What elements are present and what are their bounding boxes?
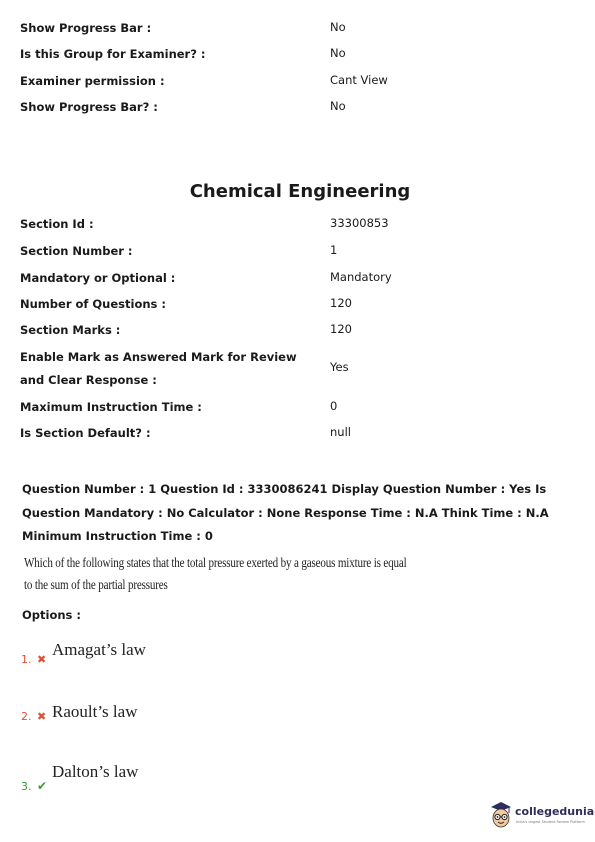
field-label: Show Progress Bar? : bbox=[20, 100, 158, 114]
field-value: 33300853 bbox=[330, 216, 389, 230]
cross-icon: ✖ bbox=[37, 653, 47, 666]
field-value: No bbox=[330, 99, 346, 113]
field-value: No bbox=[330, 46, 346, 60]
field-row-section-marks bbox=[20, 319, 580, 342]
field-value: Mandatory bbox=[330, 270, 392, 284]
field-label: Show Progress Bar : bbox=[20, 21, 152, 35]
field-row-number-of-questions bbox=[20, 293, 580, 316]
field-row-section-default bbox=[20, 422, 580, 445]
field-label: Number of Questions : bbox=[20, 297, 166, 311]
field-label: Section Number : bbox=[20, 244, 133, 258]
field-row-show-progress-bar bbox=[20, 17, 580, 40]
field-value: 1 bbox=[330, 243, 338, 257]
field-value: Cant View bbox=[330, 73, 388, 87]
section-title: Chemical Engineering bbox=[189, 181, 411, 202]
question-text: Which of the following states that the total pressure exerted by a gaseous mixture is equal to the sum of the partial pressures bbox=[24, 555, 407, 592]
field-label: Section Marks : bbox=[20, 323, 121, 337]
field-row-mandatory-optional bbox=[20, 267, 580, 290]
field-label: Is Section Default? : bbox=[20, 426, 151, 440]
brand-tagline: India's largest Student Review Platform bbox=[516, 820, 585, 824]
field-row-section-id bbox=[20, 213, 580, 236]
question-meta: Question Number : 1 Question Id : 3330086241 Display Question Number : Yes Is Question Mandatory : No Calculator : None Response Time : N.A Think Time : N.A Minimum Instruction Time : 0 bbox=[22, 482, 549, 543]
options-label: Options : bbox=[22, 608, 81, 622]
field-label: Maximum Instruction Time : bbox=[20, 400, 202, 414]
field-label: Mandatory or Optional : bbox=[20, 271, 176, 285]
field-value: 120 bbox=[330, 296, 352, 310]
field-row-examiner-permission bbox=[20, 70, 580, 93]
field-value: 120 bbox=[330, 322, 352, 336]
field-label: Enable Mark as Answered Mark for Review and Clear Response : bbox=[20, 350, 297, 387]
field-value: No bbox=[330, 20, 346, 34]
field-label: Section Id : bbox=[20, 217, 94, 231]
field-row-show-progress-bar-2 bbox=[20, 96, 580, 119]
option-number: 2. bbox=[21, 710, 32, 723]
option-text: Amagat’s law bbox=[52, 640, 146, 659]
check-icon: ✔ bbox=[37, 779, 48, 793]
option-number: 3. bbox=[21, 780, 32, 793]
field-value: Yes bbox=[330, 360, 349, 374]
field-row-max-instruction-time bbox=[20, 396, 580, 419]
field-row-group-for-examiner bbox=[20, 43, 580, 66]
option-number: 1. bbox=[21, 653, 32, 666]
field-value: null bbox=[330, 425, 351, 439]
field-row-section-number bbox=[20, 240, 580, 263]
field-row-enable-mark-answered bbox=[20, 346, 580, 392]
option-text: Raoult’s law bbox=[52, 702, 138, 721]
cross-icon: ✖ bbox=[37, 710, 47, 723]
collegedunia-logo bbox=[489, 800, 595, 832]
option-text: Dalton’s law bbox=[52, 762, 139, 781]
field-label: Is this Group for Examiner? : bbox=[20, 47, 206, 61]
brand-name: collegedunia bbox=[515, 805, 595, 818]
student-face-icon bbox=[489, 800, 513, 830]
field-label: Examiner permission : bbox=[20, 74, 165, 88]
field-value: 0 bbox=[330, 399, 338, 413]
